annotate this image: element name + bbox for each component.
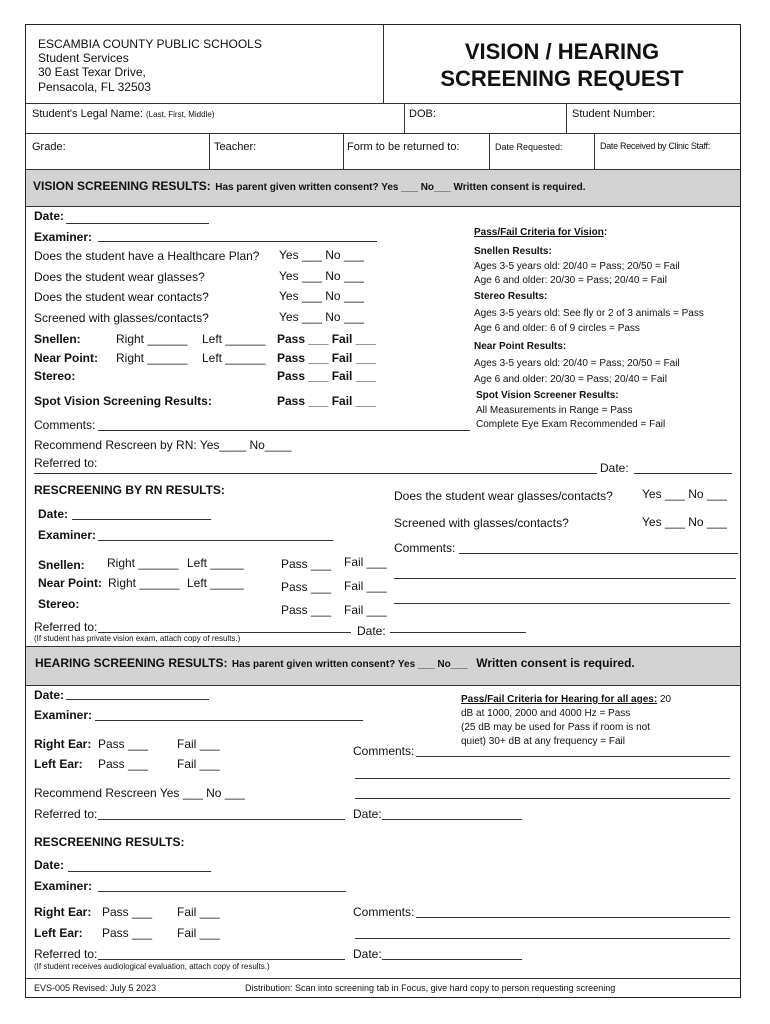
hearing-date-right-line[interactable] bbox=[382, 819, 522, 820]
snellen-criteria-heading: Snellen Results: bbox=[474, 246, 552, 257]
stereo-criteria-1: Ages 3-5 years old: See fly or 2 of 3 animals = Pass bbox=[474, 308, 704, 319]
hearing-criteria-3: (25 dB may be used for Pass if room is not bbox=[461, 722, 650, 733]
rescreen-near-point-pass[interactable]: Pass ___ bbox=[281, 580, 332, 594]
vision-examiner-label: Examiner: bbox=[34, 230, 93, 244]
vision-heading: VISION SCREENING RESULTS: Has parent given written consent? Yes ___ No___ Written consent is required. bbox=[33, 179, 586, 193]
rescreen-near-point-fail[interactable]: Fail ___ bbox=[344, 579, 387, 593]
rescreen-left-pass[interactable]: Pass ___ bbox=[102, 926, 153, 940]
snellen-left[interactable]: Left ______ bbox=[202, 332, 266, 346]
stereo-criteria-heading: Stereo Results: bbox=[474, 291, 548, 302]
page-subtitle: SCREENING REQUEST bbox=[440, 66, 684, 91]
vision-referred-line[interactable] bbox=[34, 473, 597, 474]
snellen-criteria-1: Ages 3-5 years old: 20/40 = Pass; 20/50 = Fail bbox=[474, 261, 680, 272]
vision-examiner-line[interactable] bbox=[98, 241, 377, 242]
hearing-comments-line-3[interactable] bbox=[355, 798, 730, 799]
rescreen-screened-yes-no[interactable]: Yes ___ No ___ bbox=[642, 515, 727, 529]
hearing-recommend-rescreen[interactable]: Recommend Rescreen Yes ___ No ___ bbox=[34, 786, 245, 800]
near-point-right[interactable]: Right ______ bbox=[116, 351, 188, 365]
stereo-label: Stereo: bbox=[34, 369, 76, 383]
rescreen-right-pass[interactable]: Pass ___ bbox=[102, 905, 153, 919]
form-id: EVS-005 Revised: July 5 2023 bbox=[34, 983, 157, 993]
teacher-label: Teacher: bbox=[214, 141, 257, 153]
rescreen-hearing-comments-line-2[interactable] bbox=[355, 938, 730, 939]
hearing-left-pass[interactable]: Pass ___ bbox=[98, 757, 149, 771]
hearing-referred-label: Referred to: bbox=[34, 807, 98, 821]
rescreen-rn-note: (If student has private vision exam, attach copy of results.) bbox=[34, 634, 241, 643]
vision-referred-label: Referred to: bbox=[34, 456, 98, 470]
rescreen-near-point-left[interactable]: Left _____ bbox=[187, 576, 244, 590]
glasses-question: Does the student wear glasses? bbox=[34, 270, 205, 284]
rescreen-snellen-pass[interactable]: Pass ___ bbox=[281, 557, 332, 571]
rescreen-hearing-examiner-label: Examiner: bbox=[34, 879, 93, 893]
healthcare-plan-question: Does the student have a Healthcare Plan? bbox=[34, 249, 260, 263]
snellen-label: Snellen: bbox=[34, 332, 81, 346]
near-criteria-1: Ages 3-5 years old: 20/40 = Pass; 20/50 = Fail bbox=[474, 358, 680, 369]
student-number-label: Student Number: bbox=[572, 108, 656, 120]
screened-with-yes-no[interactable]: Yes ___ No ___ bbox=[279, 310, 364, 324]
spot-criteria-1: All Measurements in Range = Pass bbox=[476, 405, 633, 416]
rescreen-snellen-label: Snellen: bbox=[38, 558, 85, 572]
rescreen-left-ear: Left Ear: bbox=[34, 926, 83, 940]
rescreen-hearing-date-line[interactable] bbox=[68, 871, 211, 872]
rescreen-near-point-right[interactable]: Right ______ bbox=[108, 576, 180, 590]
date-requested-label: Date Requested: bbox=[495, 142, 563, 152]
hearing-date-label: Date: bbox=[34, 688, 65, 702]
snellen-pass-fail[interactable]: Pass ___ Fail ___ bbox=[277, 332, 376, 346]
form-return-label: Form to be returned to: bbox=[347, 141, 460, 153]
hearing-criteria-2: dB at 1000, 2000 and 4000 Hz = Pass bbox=[461, 708, 631, 719]
rescreen-hearing-referred-label: Referred to: bbox=[34, 947, 98, 961]
vision-date-right-label: Date: bbox=[600, 461, 629, 475]
hearing-criteria-title: Pass/Fail Criteria for Hearing for all ages: 20 bbox=[461, 694, 672, 705]
vision-comments-label: Comments: bbox=[34, 418, 96, 432]
hearing-right-pass[interactable]: Pass ___ bbox=[98, 737, 149, 751]
rescreen-right-ear: Right Ear: bbox=[34, 905, 92, 919]
rescreen-comments-line-2[interactable] bbox=[394, 578, 736, 579]
rescreen-rn-examiner-line[interactable] bbox=[98, 540, 333, 541]
vision-date-label: Date: bbox=[34, 209, 65, 223]
rescreen-near-point-label: Near Point: bbox=[38, 576, 103, 590]
rescreen-hearing-comments-line-1[interactable] bbox=[416, 917, 730, 918]
rescreen-comments-line-3[interactable] bbox=[394, 603, 730, 604]
hearing-comments-label: Comments: bbox=[353, 744, 415, 758]
date-received-label: Date Received by Clinic Staff: bbox=[600, 141, 710, 151]
vision-date-line[interactable] bbox=[66, 223, 209, 224]
rescreen-stereo-fail[interactable]: Fail ___ bbox=[344, 603, 387, 617]
hearing-comments-line-2[interactable] bbox=[355, 778, 730, 779]
rescreen-rn-examiner-label: Examiner: bbox=[38, 528, 97, 542]
contacts-yes-no[interactable]: Yes ___ No ___ bbox=[279, 289, 364, 303]
rescreen-screened-question: Screened with glasses/contacts? bbox=[394, 516, 569, 530]
near-point-label: Near Point: bbox=[34, 351, 99, 365]
rescreen-referred-label: Referred to: bbox=[34, 620, 98, 634]
vision-date-right-line[interactable] bbox=[634, 473, 732, 474]
glasses-yes-no[interactable]: Yes ___ No ___ bbox=[279, 269, 364, 283]
near-point-left[interactable]: Left ______ bbox=[202, 351, 266, 365]
rescreen-hearing-date-label: Date: bbox=[34, 858, 65, 872]
hearing-examiner-line[interactable] bbox=[95, 720, 363, 721]
screened-with-question: Screened with glasses/contacts? bbox=[34, 311, 209, 325]
rescreen-hearing-referred-line[interactable] bbox=[98, 959, 345, 960]
org-name: ESCAMBIA COUNTY PUBLIC SCHOOLS bbox=[38, 37, 262, 51]
snellen-right[interactable]: Right ______ bbox=[116, 332, 188, 346]
stereo-criteria-2: Age 6 and older: 6 of 9 circles = Pass bbox=[474, 323, 640, 334]
hearing-comments-line-1[interactable] bbox=[416, 756, 730, 757]
hearing-criteria-4: quiet) 30+ dB at any frequency = Fail bbox=[461, 736, 625, 747]
recommend-rescreen-rn[interactable]: Recommend Rescreen by RN: Yes____ No____ bbox=[34, 438, 292, 452]
page-title: VISION / HEARING bbox=[464, 39, 660, 64]
near-point-pass-fail[interactable]: Pass ___ Fail ___ bbox=[277, 351, 376, 365]
rescreen-left-fail[interactable]: Fail ___ bbox=[177, 926, 220, 940]
org-city: Pensacola, FL 32503 bbox=[38, 80, 151, 94]
healthcare-plan-yes-no[interactable]: Yes ___ No ___ bbox=[279, 248, 364, 262]
rescreen-stereo-pass[interactable]: Pass ___ bbox=[281, 603, 332, 617]
vision-comments-line[interactable] bbox=[98, 430, 470, 431]
rescreen-hearing-heading: RESCREENING RESULTS: bbox=[34, 835, 185, 849]
rescreen-rn-date-label: Date: bbox=[38, 507, 69, 521]
hearing-date-line[interactable] bbox=[66, 699, 209, 700]
hearing-right-fail[interactable]: Fail ___ bbox=[177, 737, 220, 751]
rescreen-date-right-label: Date: bbox=[357, 624, 386, 638]
org-street: 30 East Texar Drive, bbox=[38, 65, 146, 79]
spot-criteria-heading: Spot Vision Screener Results: bbox=[476, 390, 619, 401]
grade-label: Grade: bbox=[32, 141, 66, 153]
rescreen-comments-line-1[interactable] bbox=[459, 553, 738, 554]
stereo-pass-fail[interactable]: Pass ___ Fail ___ bbox=[277, 369, 376, 383]
hearing-right-ear: Right Ear: bbox=[34, 737, 92, 751]
spot-vision-label: Spot Vision Screening Results: bbox=[34, 394, 212, 408]
vision-criteria-title: Pass/Fail Criteria for Vision: bbox=[474, 227, 608, 238]
rescreen-stereo-label: Stereo: bbox=[38, 597, 80, 611]
rescreen-glasses-question: Does the student wear glasses/contacts? bbox=[394, 489, 613, 503]
rescreen-snellen-left[interactable]: Left _____ bbox=[187, 556, 244, 570]
spot-vision-pass-fail[interactable]: Pass ___ Fail ___ bbox=[277, 394, 376, 408]
hearing-heading: HEARING SCREENING RESULTS: Has parent given written consent? Yes ___ No___ Written consent is required. bbox=[35, 656, 635, 670]
spot-criteria-2: Complete Eye Exam Recommended = Fail bbox=[476, 419, 666, 430]
rescreen-snellen-right[interactable]: Right ______ bbox=[107, 556, 179, 570]
rescreen-snellen-fail[interactable]: Fail ___ bbox=[344, 555, 387, 569]
near-criteria-heading: Near Point Results: bbox=[474, 341, 567, 352]
hearing-left-fail[interactable]: Fail ___ bbox=[177, 757, 220, 771]
snellen-criteria-2: Age 6 and older: 20/30 = Pass; 20/40 = Fail bbox=[474, 275, 667, 286]
rescreen-rn-date-line[interactable] bbox=[72, 519, 211, 520]
hearing-left-ear: Left Ear: bbox=[34, 757, 83, 771]
hearing-examiner-label: Examiner: bbox=[34, 708, 93, 722]
rescreen-hearing-comments-label: Comments: bbox=[353, 905, 415, 919]
rescreen-referred-line[interactable] bbox=[98, 632, 351, 633]
rescreen-hearing-date-right-label: Date: bbox=[353, 947, 382, 961]
legal-name-label: Student's Legal Name: (Last, First, Middle) bbox=[32, 108, 215, 120]
near-criteria-2: Age 6 and older: 20/30 = Pass; 20/40 = Fail bbox=[474, 374, 667, 385]
org-dept: Student Services bbox=[38, 51, 129, 65]
rescreen-date-right-line[interactable] bbox=[390, 632, 526, 633]
rescreen-rn-heading: RESCREENING BY RN RESULTS: bbox=[34, 483, 225, 497]
hearing-referred-line[interactable] bbox=[98, 819, 345, 820]
rescreen-glasses-yes-no[interactable]: Yes ___ No ___ bbox=[642, 487, 727, 501]
dob-label: DOB: bbox=[409, 108, 436, 120]
rescreen-hearing-note: (If student receives audiological evaluation, attach copy of results.) bbox=[34, 962, 270, 971]
rescreen-hearing-date-right-line[interactable] bbox=[382, 959, 522, 960]
hearing-date-right-label: Date: bbox=[353, 807, 382, 821]
rescreen-hearing-examiner-line[interactable] bbox=[98, 891, 346, 892]
contacts-question: Does the student wear contacts? bbox=[34, 290, 209, 304]
rescreen-comments-label: Comments: bbox=[394, 541, 456, 555]
distribution-note: Distribution: Scan into screening tab in Focus, give hard copy to person requesting screening bbox=[245, 983, 616, 993]
rescreen-right-fail[interactable]: Fail ___ bbox=[177, 905, 220, 919]
